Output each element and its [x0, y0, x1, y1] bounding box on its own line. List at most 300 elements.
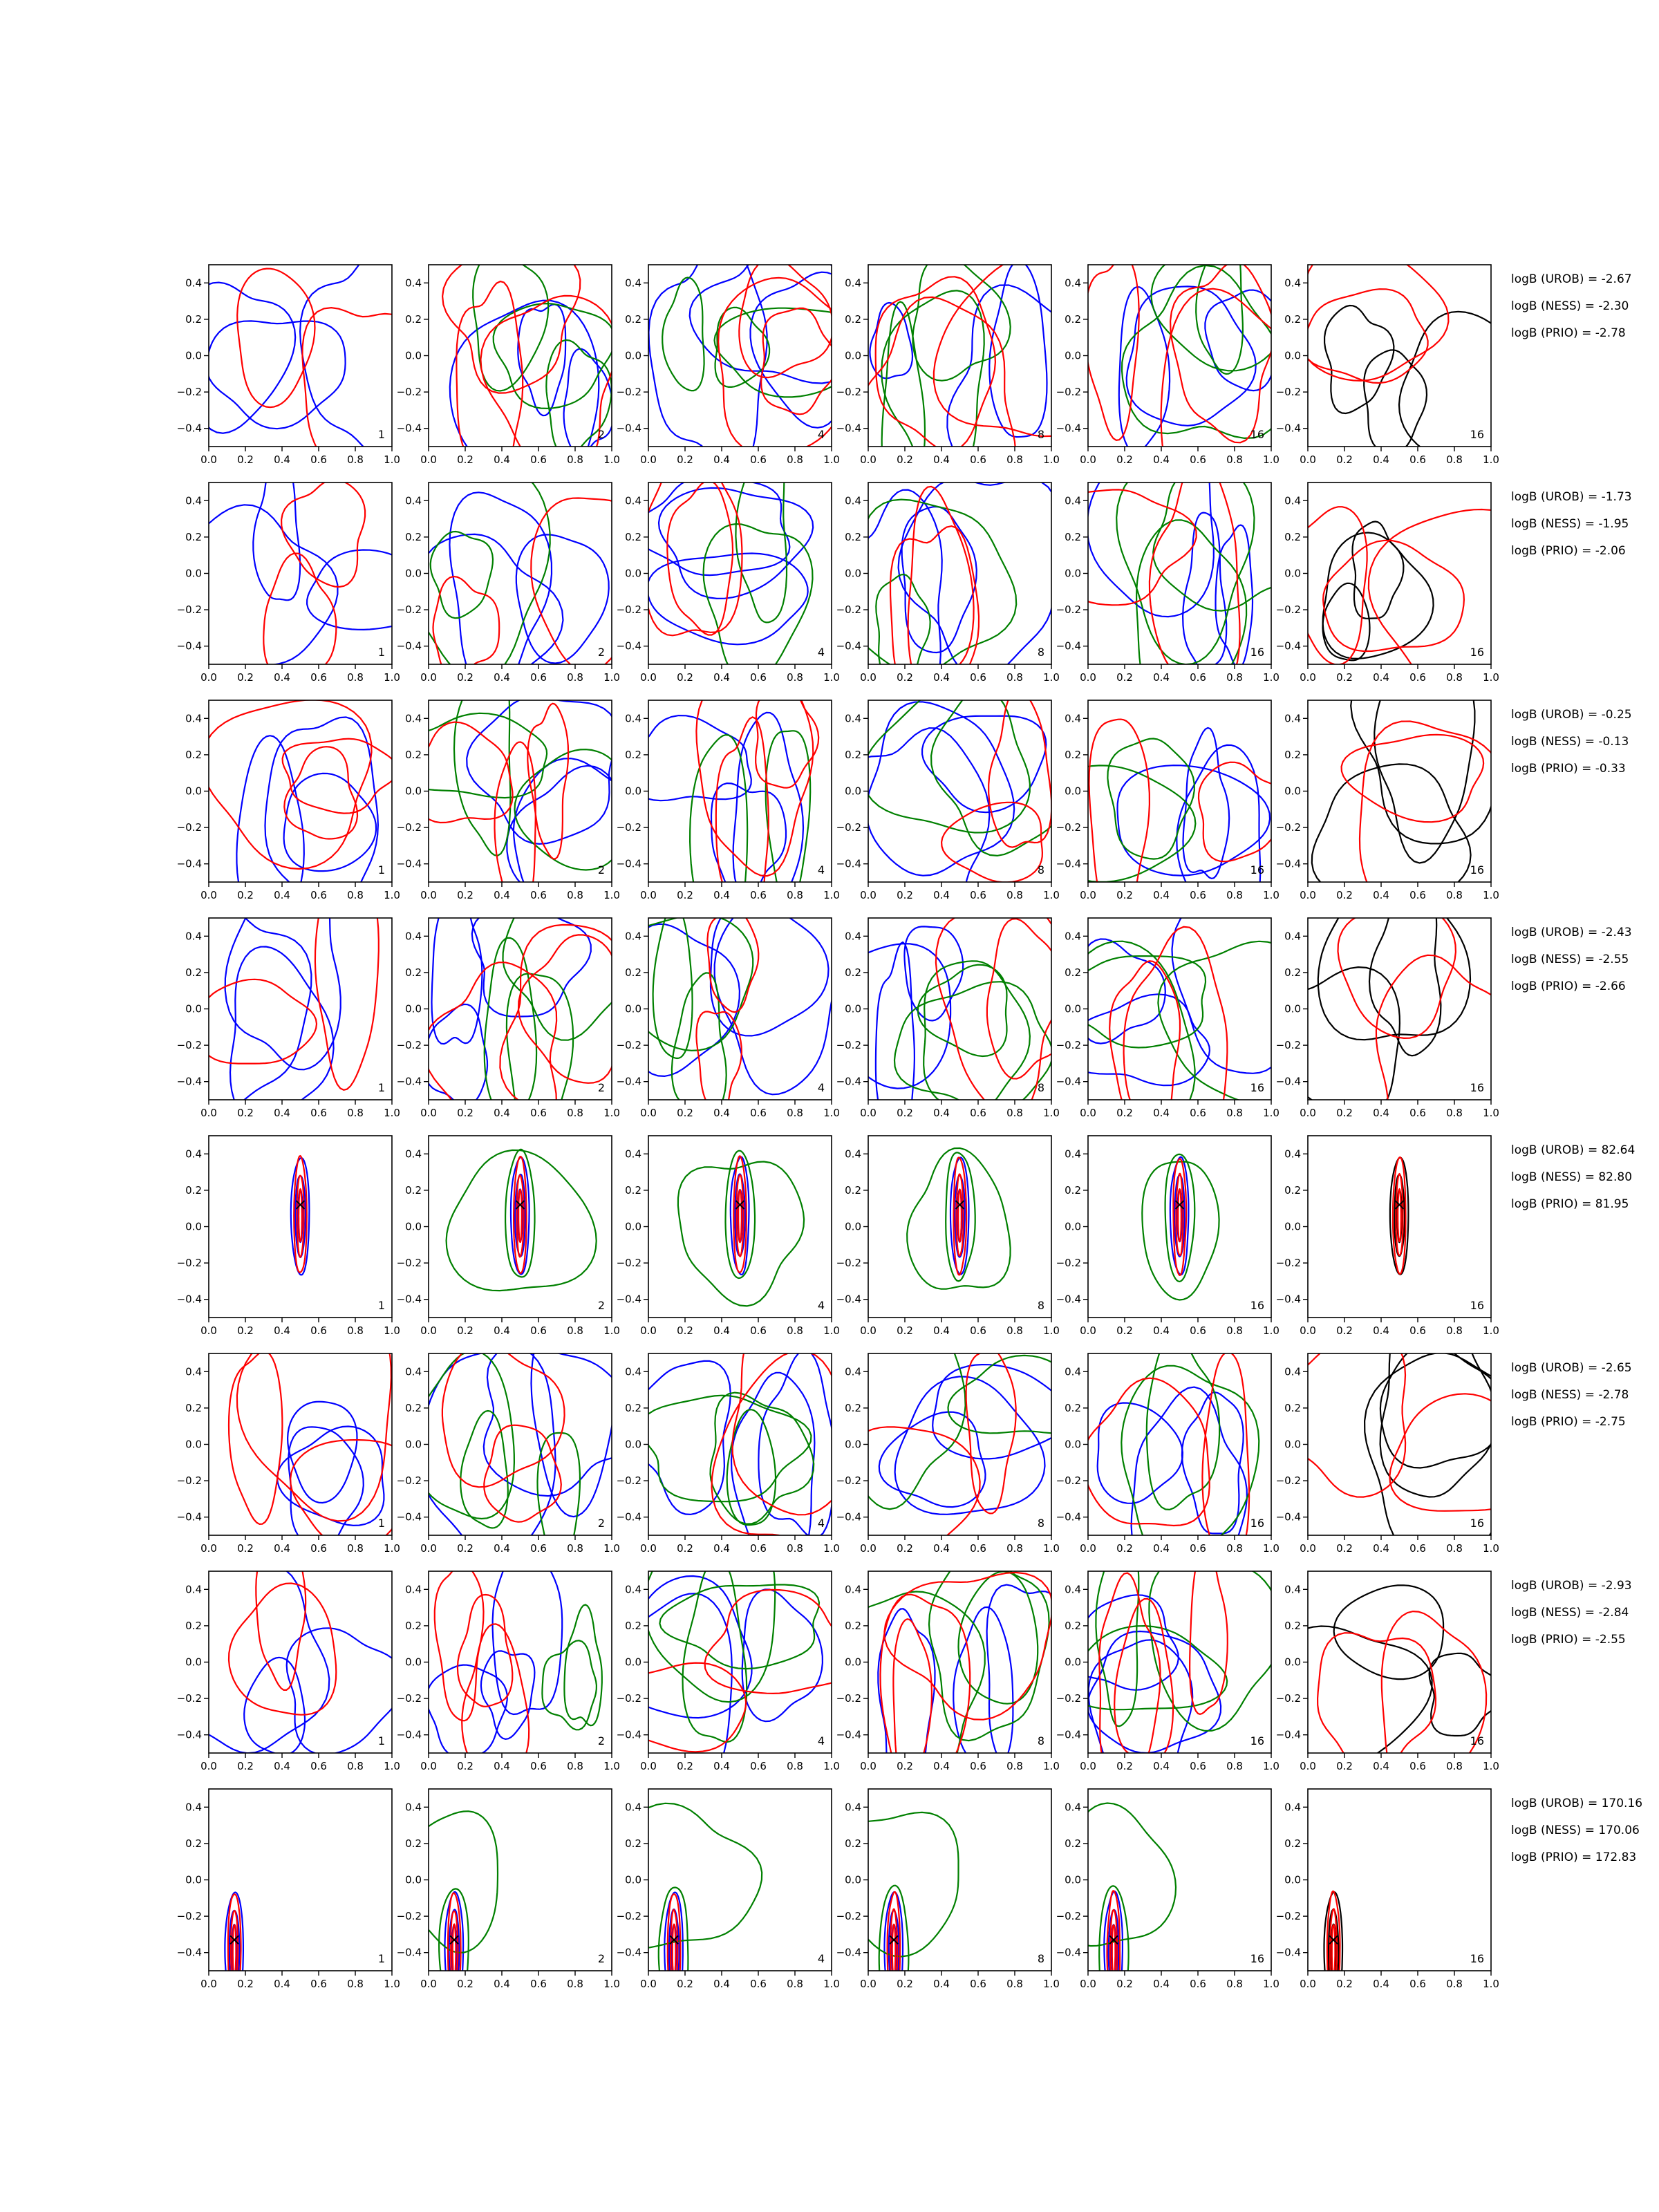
y-tick-label: −0.2 [836, 821, 861, 834]
logb-ness-label: logB (NESS) = 82.80 [1511, 1170, 1633, 1184]
x-tick-label: 0.8 [1446, 1324, 1463, 1337]
x-tick-label: 0.8 [1226, 1324, 1243, 1337]
x-tick-label: 0.2 [677, 1107, 693, 1119]
y-tick-label: 0.4 [1065, 930, 1081, 943]
x-tick-label: 0.8 [1006, 1107, 1023, 1119]
panel-r1-c5 [1056, 232, 1309, 515]
panel-r1-c4 [836, 256, 1114, 511]
y-tick-label: −0.4 [1056, 1728, 1081, 1741]
x-tick-label: 0.4 [274, 1542, 290, 1555]
x-tick-label: 0.6 [530, 671, 547, 684]
contour-line [315, 872, 379, 1090]
panel-label: 1 [377, 428, 385, 441]
contour-line [505, 1150, 534, 1277]
contour-line [738, 1190, 742, 1242]
y-tick-label: 0.4 [1065, 494, 1081, 507]
x-tick-label: 0.6 [310, 671, 327, 684]
contour-line [863, 682, 1030, 833]
contour-line [229, 1351, 282, 1524]
y-tick-label: 0.4 [405, 930, 422, 943]
x-tick-label: 1.0 [1263, 671, 1280, 684]
x-tick-label: 0.0 [860, 1107, 877, 1119]
y-tick-label: 0.2 [405, 530, 422, 543]
y-tick-label: −0.4 [1275, 1293, 1301, 1306]
contour-line [202, 700, 372, 869]
x-tick-label: 0.8 [567, 1107, 583, 1119]
x-tick-label: 0.4 [933, 1760, 950, 1772]
x-tick-label: 1.0 [603, 1760, 620, 1772]
y-tick-label: −0.4 [1275, 1075, 1301, 1088]
y-tick-label: 0.0 [845, 1656, 861, 1669]
panel-r7-c1 [166, 1539, 404, 1772]
x-tick-label: 0.8 [1006, 453, 1023, 466]
y-tick-label: 0.4 [625, 712, 641, 725]
x-tick-label: 0.4 [494, 453, 510, 466]
y-tick-label: 0.4 [625, 1583, 641, 1596]
y-tick-label: −0.2 [396, 603, 422, 617]
y-tick-label: −0.2 [616, 821, 641, 834]
x-tick-label: 0.6 [970, 453, 986, 466]
panel-r1-c6 [1276, 248, 1533, 466]
x-tick-label: 0.6 [1409, 1324, 1426, 1337]
panel-label: 16 [1250, 863, 1264, 877]
y-tick-label: 0.2 [845, 748, 861, 761]
x-tick-label: 0.2 [1116, 671, 1133, 684]
x-tick-label: 0.6 [970, 671, 986, 684]
axes-frame [1308, 265, 1491, 447]
y-tick-label: 0.0 [625, 1656, 641, 1669]
y-tick-label: 0.0 [1065, 1656, 1081, 1669]
x-tick-label: 0.6 [310, 1760, 327, 1772]
x-tick-label: 0.2 [237, 1542, 254, 1555]
x-tick-label: 0.4 [1153, 1107, 1170, 1119]
y-tick-label: 0.2 [185, 1619, 202, 1632]
contour-line [406, 722, 513, 823]
x-tick-label: 1.0 [1483, 1542, 1499, 1555]
x-tick-label: 0.2 [897, 671, 913, 684]
contour-line [1178, 1189, 1181, 1241]
y-tick-label: 0.0 [1284, 1873, 1301, 1886]
x-tick-label: 0.4 [494, 1107, 510, 1119]
x-tick-label: 0.0 [860, 1542, 877, 1555]
contour-line [494, 303, 615, 409]
x-tick-label: 0.4 [713, 453, 730, 466]
x-tick-label: 0.0 [860, 1978, 877, 1990]
x-tick-label: 0.8 [1006, 889, 1023, 901]
x-tick-label: 0.6 [1190, 1542, 1206, 1555]
y-tick-label: 0.4 [845, 1147, 861, 1161]
y-tick-label: −0.4 [836, 1728, 861, 1741]
y-tick-label: 0.0 [1284, 1656, 1301, 1669]
y-tick-label: 0.2 [1284, 530, 1301, 543]
x-tick-label: 0.0 [640, 453, 657, 466]
y-tick-label: 0.0 [845, 567, 861, 580]
y-tick-label: 0.2 [1284, 312, 1301, 326]
contour-line [1127, 286, 1256, 425]
x-tick-label: 0.2 [1116, 1542, 1133, 1555]
panel-label: 16 [1250, 428, 1264, 441]
panel-label: 16 [1250, 1952, 1264, 1965]
x-tick-label: 0.8 [347, 1324, 364, 1337]
y-tick-label: −0.2 [1056, 821, 1081, 834]
x-tick-label: 0.0 [860, 1760, 877, 1772]
x-tick-label: 0.6 [1190, 671, 1206, 684]
x-tick-label: 1.0 [384, 1324, 400, 1337]
y-tick-label: 0.2 [625, 966, 641, 979]
contour-line [516, 534, 609, 663]
x-tick-label: 0.2 [457, 671, 474, 684]
contour-line [435, 1562, 484, 1721]
x-tick-label: 0.8 [1226, 1107, 1243, 1119]
x-tick-label: 0.8 [347, 1978, 364, 1990]
contour-line [1374, 663, 1474, 863]
contour-line [1183, 728, 1230, 879]
logb-urob-label: logB (UROB) = 170.16 [1511, 1797, 1643, 1810]
y-tick-label: 0.4 [185, 1147, 202, 1161]
x-tick-label: 0.4 [713, 1324, 730, 1337]
x-tick-label: 1.0 [1483, 1107, 1499, 1119]
x-tick-label: 0.4 [1153, 1324, 1170, 1337]
panel-label: 8 [1037, 1952, 1044, 1965]
contour-line [1382, 1611, 1486, 1801]
panel-label: 8 [1037, 863, 1044, 877]
x-tick-label: 0.0 [1300, 1978, 1316, 1990]
x-tick-label: 0.8 [567, 1978, 583, 1990]
y-tick-label: 0.0 [625, 1220, 641, 1233]
logb-ness-label: logB (NESS) = -2.84 [1511, 1606, 1629, 1620]
panel-label: 8 [1037, 428, 1044, 441]
logb-prio-label: logB (PRIO) = -2.66 [1511, 980, 1626, 993]
contour-line [1170, 262, 1274, 443]
y-tick-label: 0.4 [185, 930, 202, 943]
contour-line [866, 702, 1014, 875]
x-tick-label: 0.8 [1226, 671, 1243, 684]
x-tick-label: 0.4 [1373, 1107, 1389, 1119]
x-tick-label: 0.0 [1300, 671, 1316, 684]
contour-line [1324, 306, 1394, 413]
y-tick-label: −0.4 [176, 1946, 202, 1959]
y-tick-label: 0.4 [405, 276, 422, 290]
x-tick-label: 1.0 [1263, 889, 1280, 901]
contour-line [711, 900, 829, 1035]
x-tick-label: 0.0 [1300, 1760, 1316, 1772]
y-tick-label: −0.4 [396, 639, 422, 653]
x-tick-label: 0.0 [1080, 1760, 1096, 1772]
x-tick-label: 0.6 [1190, 889, 1206, 901]
y-tick-label: 0.2 [1065, 1619, 1081, 1632]
axes-frame [209, 265, 392, 447]
y-tick-label: −0.2 [176, 1910, 202, 1923]
contour-line [761, 308, 837, 415]
x-tick-label: 0.6 [530, 1324, 547, 1337]
x-tick-label: 0.2 [677, 1978, 693, 1990]
axes-frame [1308, 1136, 1491, 1318]
y-tick-label: 0.4 [1065, 1801, 1081, 1814]
y-tick-label: −0.4 [176, 1075, 202, 1088]
logb-urob-label: logB (UROB) = -2.65 [1511, 1361, 1632, 1375]
y-tick-label: 0.2 [625, 530, 641, 543]
x-tick-label: 0.6 [310, 1978, 327, 1990]
contour-line [290, 1440, 414, 1548]
panel-label: 2 [597, 1081, 605, 1094]
x-tick-label: 1.0 [603, 1542, 620, 1555]
panel-r2-c2 [390, 469, 646, 704]
axes-frame [429, 1353, 612, 1535]
x-tick-label: 0.0 [420, 1978, 437, 1990]
x-tick-label: 1.0 [603, 1978, 620, 1990]
y-tick-label: 0.2 [1065, 1401, 1081, 1414]
y-tick-label: 0.4 [1284, 276, 1301, 290]
contour-line [705, 1590, 859, 1694]
y-tick-label: 0.0 [405, 1438, 422, 1451]
x-tick-label: 0.8 [567, 453, 583, 466]
x-tick-label: 0.4 [274, 453, 290, 466]
x-tick-label: 0.2 [1116, 1324, 1133, 1337]
x-tick-label: 0.8 [787, 1324, 803, 1337]
y-tick-label: 0.4 [185, 1583, 202, 1596]
x-tick-label: 1.0 [1043, 1542, 1060, 1555]
contour-line [462, 1624, 529, 1770]
y-tick-label: 0.0 [1284, 567, 1301, 580]
x-tick-label: 0.8 [567, 671, 583, 684]
panel-r7-c4 [833, 1545, 1079, 1810]
x-tick-label: 0.4 [1373, 1542, 1389, 1555]
y-tick-label: −0.2 [176, 1039, 202, 1052]
x-tick-label: 0.4 [1153, 889, 1170, 901]
x-tick-label: 0.0 [1080, 1978, 1096, 1990]
contour-line [1312, 764, 1471, 909]
y-tick-label: −0.2 [616, 1474, 641, 1488]
panel-label: 1 [377, 1517, 385, 1530]
x-tick-label: 1.0 [1043, 1978, 1060, 1990]
contour-line [662, 278, 704, 391]
contour-line [988, 688, 1051, 847]
y-tick-label: 0.4 [1065, 276, 1081, 290]
x-tick-label: 0.4 [713, 671, 730, 684]
x-tick-label: 0.8 [347, 453, 364, 466]
y-tick-label: 0.4 [625, 276, 641, 290]
x-tick-label: 0.8 [1446, 1542, 1463, 1555]
x-tick-label: 0.4 [933, 1324, 950, 1337]
x-tick-label: 0.2 [1336, 1107, 1353, 1119]
y-tick-label: 0.0 [625, 567, 641, 580]
x-tick-label: 0.8 [1446, 1107, 1463, 1119]
contour-line [473, 250, 548, 391]
panel-label: 16 [1250, 646, 1264, 659]
panel-label: 1 [377, 863, 385, 877]
y-tick-label: 0.0 [1284, 785, 1301, 798]
x-tick-label: 0.2 [1336, 453, 1353, 466]
contour-line [458, 1595, 512, 1707]
x-tick-label: 0.2 [897, 1760, 913, 1772]
x-tick-label: 0.6 [750, 1324, 767, 1337]
contour-line [287, 1628, 404, 1754]
y-tick-label: 0.2 [1065, 1837, 1081, 1850]
x-tick-label: 0.4 [1373, 1324, 1389, 1337]
panel-label: 16 [1470, 428, 1484, 441]
y-tick-label: −0.4 [616, 639, 641, 653]
x-tick-label: 0.8 [1226, 453, 1243, 466]
x-tick-label: 0.0 [200, 1324, 217, 1337]
x-tick-label: 0.4 [933, 1542, 950, 1555]
contour-line [1149, 1558, 1282, 1731]
x-tick-label: 0.4 [274, 1978, 290, 1990]
x-tick-label: 0.2 [457, 889, 474, 901]
x-tick-label: 0.2 [897, 1324, 913, 1337]
panel-r1-c1 [177, 247, 430, 501]
panel-r8-c3 [598, 1789, 840, 2015]
contour-line [460, 1411, 508, 1528]
x-tick-label: 0.4 [1373, 1978, 1389, 1990]
x-tick-label: 0.0 [420, 889, 437, 901]
panel-label: 2 [597, 1299, 605, 1312]
logb-urob-label: logB (UROB) = -0.25 [1511, 708, 1632, 722]
y-tick-label: 0.4 [405, 1365, 422, 1378]
contour-line [653, 905, 693, 1058]
panel-r4-c5 [1024, 870, 1323, 1145]
x-tick-label: 0.8 [1446, 889, 1463, 901]
contour-line [958, 1190, 962, 1242]
y-tick-label: 0.4 [185, 1801, 202, 1814]
y-tick-label: −0.4 [176, 1510, 202, 1524]
y-tick-label: 0.2 [845, 1183, 861, 1197]
y-tick-label: −0.4 [836, 1293, 861, 1306]
y-tick-label: 0.4 [625, 930, 641, 943]
x-tick-label: 1.0 [1043, 1324, 1060, 1337]
contour-line [1202, 1352, 1249, 1570]
x-tick-label: 1.0 [603, 1324, 620, 1337]
x-tick-label: 0.0 [420, 1107, 437, 1119]
x-tick-label: 0.0 [1080, 671, 1096, 684]
x-tick-label: 0.8 [1446, 453, 1463, 466]
contour-line [904, 926, 963, 1020]
y-tick-label: 0.0 [185, 1002, 202, 1015]
x-tick-label: 1.0 [1263, 453, 1280, 466]
y-tick-label: 0.2 [845, 1619, 861, 1632]
contour-line [307, 550, 436, 630]
x-tick-label: 0.8 [347, 671, 364, 684]
y-tick-label: −0.2 [616, 1039, 641, 1052]
x-tick-label: 0.2 [1116, 889, 1133, 901]
x-tick-label: 0.2 [237, 1760, 254, 1772]
x-tick-label: 0.2 [457, 1978, 474, 1990]
contour-line [518, 304, 565, 415]
y-tick-label: 0.0 [185, 567, 202, 580]
x-tick-label: 0.4 [933, 671, 950, 684]
y-tick-label: −0.4 [396, 1075, 422, 1088]
logb-prio-label: logB (PRIO) = -2.78 [1511, 326, 1626, 340]
x-tick-label: 1.0 [603, 671, 620, 684]
x-tick-label: 0.8 [1226, 889, 1243, 901]
panel-r8-c4 [819, 1789, 1060, 2013]
axes-frame [868, 1136, 1051, 1318]
axes-frame [1308, 1353, 1491, 1535]
y-tick-label: −0.4 [836, 857, 861, 870]
x-tick-label: 0.2 [677, 453, 693, 466]
y-tick-label: 0.2 [185, 748, 202, 761]
y-tick-label: 0.2 [1284, 1619, 1301, 1632]
x-tick-label: 1.0 [384, 671, 400, 684]
x-tick-label: 0.4 [933, 889, 950, 901]
x-tick-label: 0.0 [1080, 1107, 1096, 1119]
panel-label: 8 [1037, 1299, 1044, 1312]
contour-line [1338, 901, 1456, 1038]
x-tick-label: 0.8 [1006, 1542, 1023, 1555]
contour-line [1098, 1403, 1183, 1503]
contour-line [1332, 1925, 1335, 1978]
y-tick-label: 0.2 [405, 966, 422, 979]
x-tick-label: 0.2 [1116, 1107, 1133, 1119]
contour-line [288, 1427, 363, 1550]
x-tick-label: 0.8 [1226, 1978, 1243, 1990]
panel-label: 1 [377, 1952, 385, 1965]
y-tick-label: 0.2 [1284, 966, 1301, 979]
y-tick-label: 0.4 [405, 1583, 422, 1596]
y-tick-label: −0.2 [616, 1692, 641, 1705]
x-tick-label: 1.0 [384, 1107, 400, 1119]
y-tick-label: −0.2 [176, 603, 202, 617]
y-tick-label: −0.4 [176, 422, 202, 435]
x-tick-label: 0.4 [933, 453, 950, 466]
y-tick-label: 0.0 [845, 1873, 861, 1886]
x-tick-label: 0.6 [1409, 453, 1426, 466]
logb-ness-label: logB (NESS) = -0.13 [1511, 735, 1629, 749]
x-tick-label: 0.8 [567, 1542, 583, 1555]
y-tick-label: 0.4 [1284, 1365, 1301, 1378]
panel-label: 2 [597, 1952, 605, 1965]
y-tick-label: 0.2 [405, 312, 422, 326]
x-tick-label: 0.2 [237, 671, 254, 684]
logb-ness-label: logB (NESS) = -1.95 [1511, 517, 1629, 531]
y-tick-label: 0.2 [185, 1837, 202, 1850]
y-tick-label: 0.2 [405, 1619, 422, 1632]
logb-prio-label: logB (PRIO) = -2.55 [1511, 1633, 1626, 1647]
x-tick-label: 0.8 [1446, 671, 1463, 684]
x-tick-label: 0.4 [1153, 1542, 1170, 1555]
y-tick-label: 0.4 [1284, 1147, 1301, 1161]
y-tick-label: 0.2 [185, 966, 202, 979]
x-tick-label: 0.2 [457, 453, 474, 466]
logb-urob-label: logB (UROB) = 82.64 [1511, 1143, 1635, 1157]
x-tick-label: 0.2 [237, 889, 254, 901]
x-tick-label: 0.4 [494, 1760, 510, 1772]
y-tick-label: −0.2 [176, 1474, 202, 1488]
y-tick-label: 0.0 [1065, 1220, 1081, 1233]
x-tick-label: 0.4 [494, 1978, 510, 1990]
y-tick-label: 0.0 [405, 785, 422, 798]
y-tick-label: 0.0 [405, 1002, 422, 1015]
contour-line [564, 1605, 601, 1726]
y-tick-label: −0.2 [1056, 603, 1081, 617]
x-tick-label: 0.4 [933, 1107, 950, 1119]
x-tick-label: 0.6 [970, 1978, 986, 1990]
contour-line [876, 942, 915, 1156]
x-tick-label: 0.2 [677, 671, 693, 684]
y-tick-label: 0.4 [1065, 1147, 1081, 1161]
x-tick-label: 0.6 [310, 453, 327, 466]
logb-urob-label: logB (UROB) = -2.43 [1511, 926, 1632, 939]
logb-ness-label: logB (NESS) = -2.78 [1511, 1388, 1629, 1402]
contour-line [856, 297, 1016, 511]
logb-urob-label: logB (UROB) = -2.93 [1511, 1579, 1632, 1593]
x-tick-label: 0.2 [897, 1978, 913, 1990]
axes-frame [1088, 1136, 1271, 1318]
y-tick-label: −0.4 [176, 639, 202, 653]
x-tick-label: 1.0 [823, 1760, 840, 1772]
contour-line [442, 1343, 565, 1487]
y-tick-label: −0.4 [836, 639, 861, 653]
logb-ness-label: logB (NESS) = 170.06 [1511, 1824, 1640, 1837]
